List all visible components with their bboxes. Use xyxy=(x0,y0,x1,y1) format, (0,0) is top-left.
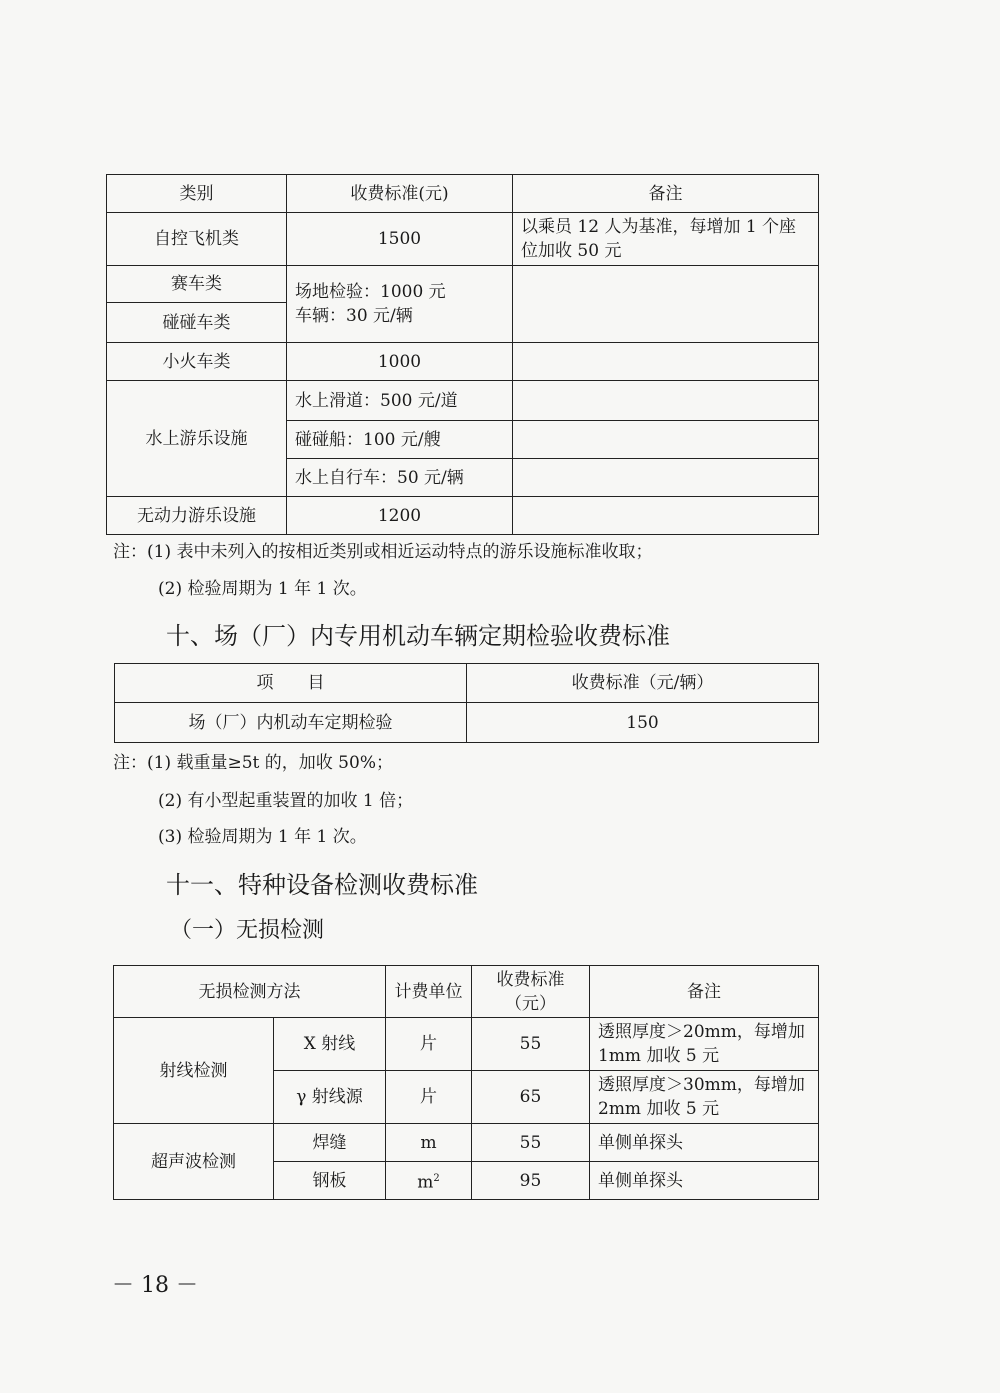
cell-method-group: 射线检测 xyxy=(114,1018,274,1124)
cell-remark-empty xyxy=(513,421,819,459)
cell-unit: 片 xyxy=(386,1018,472,1071)
cell-fee-shared xyxy=(287,266,513,343)
cell-method-group: 超声波检测 xyxy=(114,1124,274,1200)
col-header-unit: 计费单位 xyxy=(386,966,472,1018)
cell-remark: 单侧单探头 xyxy=(590,1162,819,1200)
cell-remark-empty xyxy=(513,497,819,535)
section-title: 十、场（厂）内专用机动车辆定期检验收费标准 xyxy=(166,622,670,650)
note-line: 注：(1) 载重量≥5t 的，加收 50%； xyxy=(113,753,393,773)
note-line: (2) 有小型起重装置的加收 1 倍； xyxy=(158,791,414,811)
col-header-item: 项 目 xyxy=(115,664,467,703)
cell-category: 无动力游乐设施 xyxy=(107,497,287,535)
cell-fee: 65 xyxy=(472,1071,590,1124)
cell-remark: 透照厚度＞30mm，每增加 2mm 加收 5 元 xyxy=(590,1071,819,1124)
cell-fee: 1200 xyxy=(287,497,513,535)
unit-text: m xyxy=(417,1172,434,1193)
col-header-fee: 收费标准（元） xyxy=(472,966,590,1018)
cell-remark: 以乘员 12 人为基准，每增加 1 个座位加收 50 元 xyxy=(513,213,819,266)
cell-remark-empty xyxy=(513,381,819,421)
cell-fee: 95 xyxy=(472,1162,590,1200)
fee-table-ndt xyxy=(113,965,819,1200)
cell-category: 水上游乐设施 xyxy=(107,381,287,497)
fee-table-amusement xyxy=(106,174,819,535)
fee-table-vehicle xyxy=(114,663,819,743)
cell-category: 小火车类 xyxy=(107,343,287,381)
col-header-fee: 收费标准（元/辆） xyxy=(467,664,819,703)
cell-fee: 1000 xyxy=(287,343,513,381)
cell-category: 赛车类 xyxy=(107,266,287,303)
cell-category: 自控飞机类 xyxy=(107,213,287,266)
cell-fee: 55 xyxy=(472,1018,590,1071)
cell-fee: 150 xyxy=(467,703,819,743)
cell-fee: 1500 xyxy=(287,213,513,266)
unit-superscript: 2 xyxy=(433,1172,440,1184)
col-header-fee: 收费标准(元) xyxy=(287,175,513,213)
cell-category: 碰碰车类 xyxy=(107,303,287,343)
cell-fee: 水上自行车：50 元/辆 xyxy=(287,459,513,497)
cell-remark: 透照厚度＞20mm，每增加 1mm 加收 5 元 xyxy=(590,1018,819,1071)
cell-submethod: X 射线 xyxy=(274,1018,386,1071)
subsection-title: （一）无损检测 xyxy=(170,918,325,943)
cell-remark-empty xyxy=(513,459,819,497)
cell-item: 场（厂）内机动车定期检验 xyxy=(115,703,467,743)
cell-submethod: 焊缝 xyxy=(274,1124,386,1162)
cell-submethod: γ 射线源 xyxy=(274,1071,386,1124)
cell-fee: 碰碰船：100 元/艘 xyxy=(287,421,513,459)
cell-submethod: 钢板 xyxy=(274,1162,386,1200)
cell-remark: 单侧单探头 xyxy=(590,1124,819,1162)
cell-unit: m xyxy=(386,1124,472,1162)
cell-fee: 55 xyxy=(472,1124,590,1162)
note-line: 注：(1) 表中未列入的按相近类别或相近运动特点的游乐设施标准收取； xyxy=(113,542,653,562)
note-line: (2) 检验周期为 1 年 1 次。 xyxy=(158,579,367,599)
col-header-remark: 备注 xyxy=(590,966,819,1018)
note-line: (3) 检验周期为 1 年 1 次。 xyxy=(158,827,367,847)
cell-remark-empty xyxy=(513,266,819,343)
section-title: 十一、特种设备检测收费标准 xyxy=(166,871,478,899)
cell-unit: 片 xyxy=(386,1071,472,1124)
page-number: － 18 － xyxy=(112,1273,198,1298)
fee-line: 车辆：30 元/辆 xyxy=(295,306,413,326)
col-header-method: 无损检测方法 xyxy=(114,966,386,1018)
cell-unit xyxy=(386,1162,472,1200)
cell-fee: 水上滑道：500 元/道 xyxy=(287,381,513,421)
cell-remark-empty xyxy=(513,343,819,381)
fee-line: 场地检验：1000 元 xyxy=(295,282,446,302)
col-header-remark: 备注 xyxy=(513,175,819,213)
col-header-category: 类别 xyxy=(107,175,287,213)
